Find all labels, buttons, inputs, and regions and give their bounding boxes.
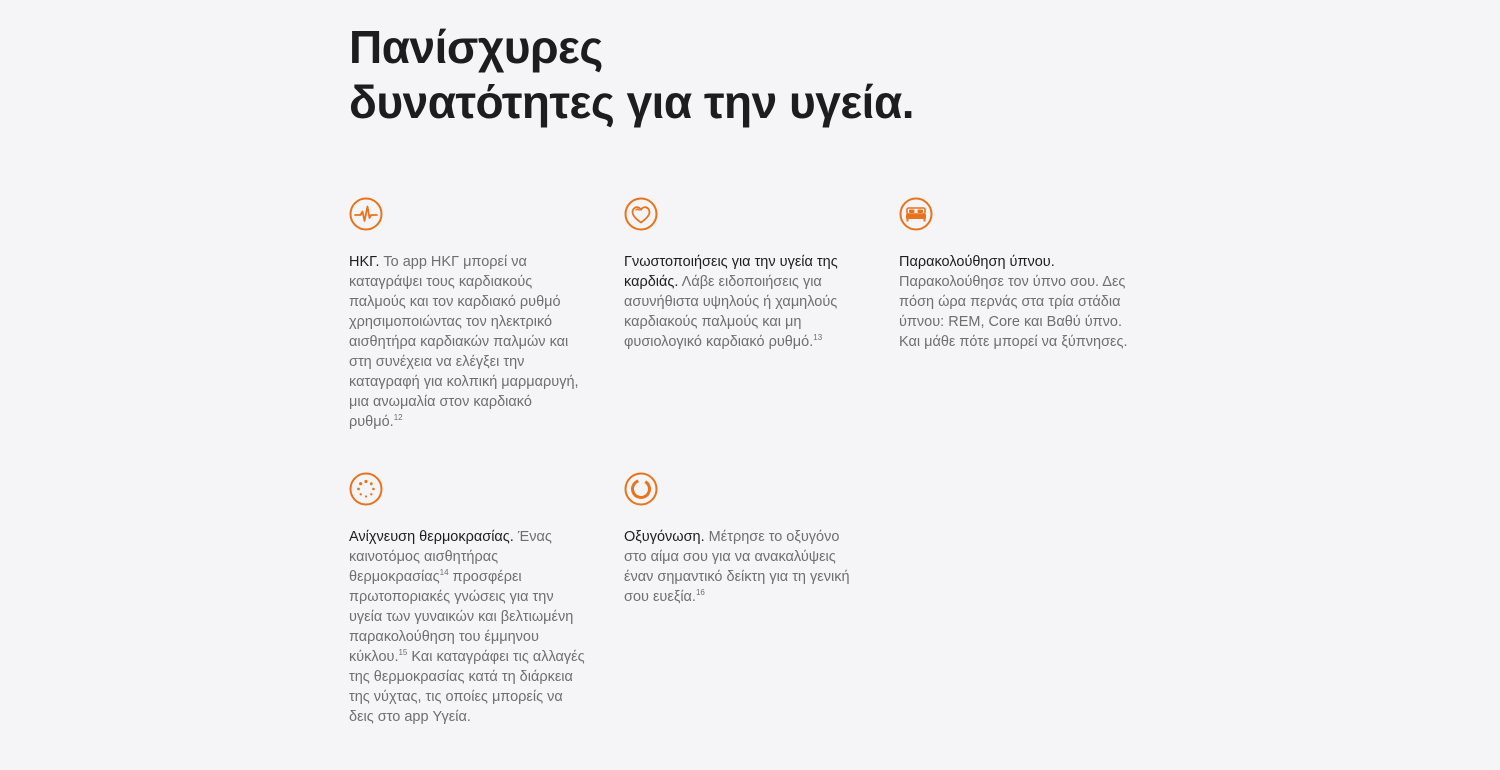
feature-temperature-sensing-title: Ανίχνευση θερμοκρασίας. — [349, 529, 514, 545]
feature-ecg-description — [349, 252, 589, 432]
feature-sleep-tracking-title: Παρακολούθηση ύπνου. — [899, 254, 1055, 270]
feature-temperature-text-c: Και καταγράφει τις αλλαγές της θερμοκρασίας κατά τη διάρκεια της νύχτας, τις οποίες μπορείς να δεις στο app Υγεία. — [349, 649, 585, 725]
heart-notifications-icon — [624, 197, 658, 231]
feature-blood-oxygen-description — [624, 527, 864, 607]
feature-ecg — [349, 197, 589, 432]
feature-sleep-tracking-text: Παρακολούθησε τον ύπνο σου. Δες πόση ώρα περνάς στα τρία στάδια ύπνου: REM, Core και Βαθύ ύπνο. Και μάθε πότε μπορεί να ξύπνησες. — [899, 274, 1128, 350]
feature-heart-notifications-text: Λάβε ειδοποιήσεις για ασυνήθιστα υψηλούς ή χαμηλούς καρδιακούς παλμούς και μη φυσιολογικό καρδιακό ρυθμό. — [624, 274, 838, 350]
bed-icon — [899, 197, 933, 231]
feature-heart-notifications-title: Γνωστοποιήσεις για την υγεία της καρδιάς. — [624, 254, 838, 290]
feature-ecg-title: ΗΚΓ. — [349, 254, 380, 270]
feature-ecg-text: Το app ΗΚΓ μπορεί να καταγράψει τους καρδιακούς παλμούς και τον καρδιακό ρυθμό χρησιμοποιώντας τον ηλεκτρικό αισθητήρα καρδιακών παλμών και στη συνέχεια να ελέγξει την καταγραφή για κολπική μαρμαρυγή, μια ανωμαλία στον καρδιακό ρυθμό. — [349, 254, 579, 430]
feature-heart-notifications-description — [624, 252, 856, 352]
feature-sleep-tracking-description — [899, 252, 1139, 352]
feature-temperature-text-b: προσφέρει πρωτοποριακές γνώσεις για την υγεία των γυναικών και βελτιωμένη παρακολούθηση του έμμηνου κύκλου. — [349, 569, 574, 665]
feature-blood-oxygen-title: Οξυγόνωση. — [624, 529, 705, 545]
footnote-15[interactable]: 15 — [398, 648, 408, 658]
feature-blood-oxygen-text: Μέτρησε το οξυγόνο στο αίμα σου για να ανακαλύψεις έναν σημαντικό δείκτη για τη γενική σου ευεξία. — [624, 529, 850, 605]
page-headline — [349, 20, 914, 130]
feature-sleep-tracking — [899, 197, 1139, 352]
footnote-13[interactable]: 13 — [813, 333, 823, 343]
ecg-icon — [349, 197, 383, 231]
feature-temperature-sensing-description — [349, 527, 589, 727]
blood-oxygen-icon — [624, 472, 658, 506]
headline-line-1: Πανίσχυρες — [349, 21, 603, 73]
footnote-14[interactable]: 14 — [439, 568, 449, 578]
temperature-sensing-icon — [349, 472, 383, 506]
feature-temperature-sensing — [349, 472, 589, 727]
headline-line-2: δυνατότητες για την υγεία. — [349, 76, 915, 128]
feature-heart-notifications — [624, 197, 856, 352]
feature-blood-oxygen — [624, 472, 864, 607]
footnote-16[interactable]: 16 — [695, 588, 705, 598]
footnote-12[interactable]: 12 — [393, 413, 403, 423]
feature-temperature-text-a: Ένας καινοτόμος αισθητήρας θερμοκρασίας — [349, 529, 552, 585]
